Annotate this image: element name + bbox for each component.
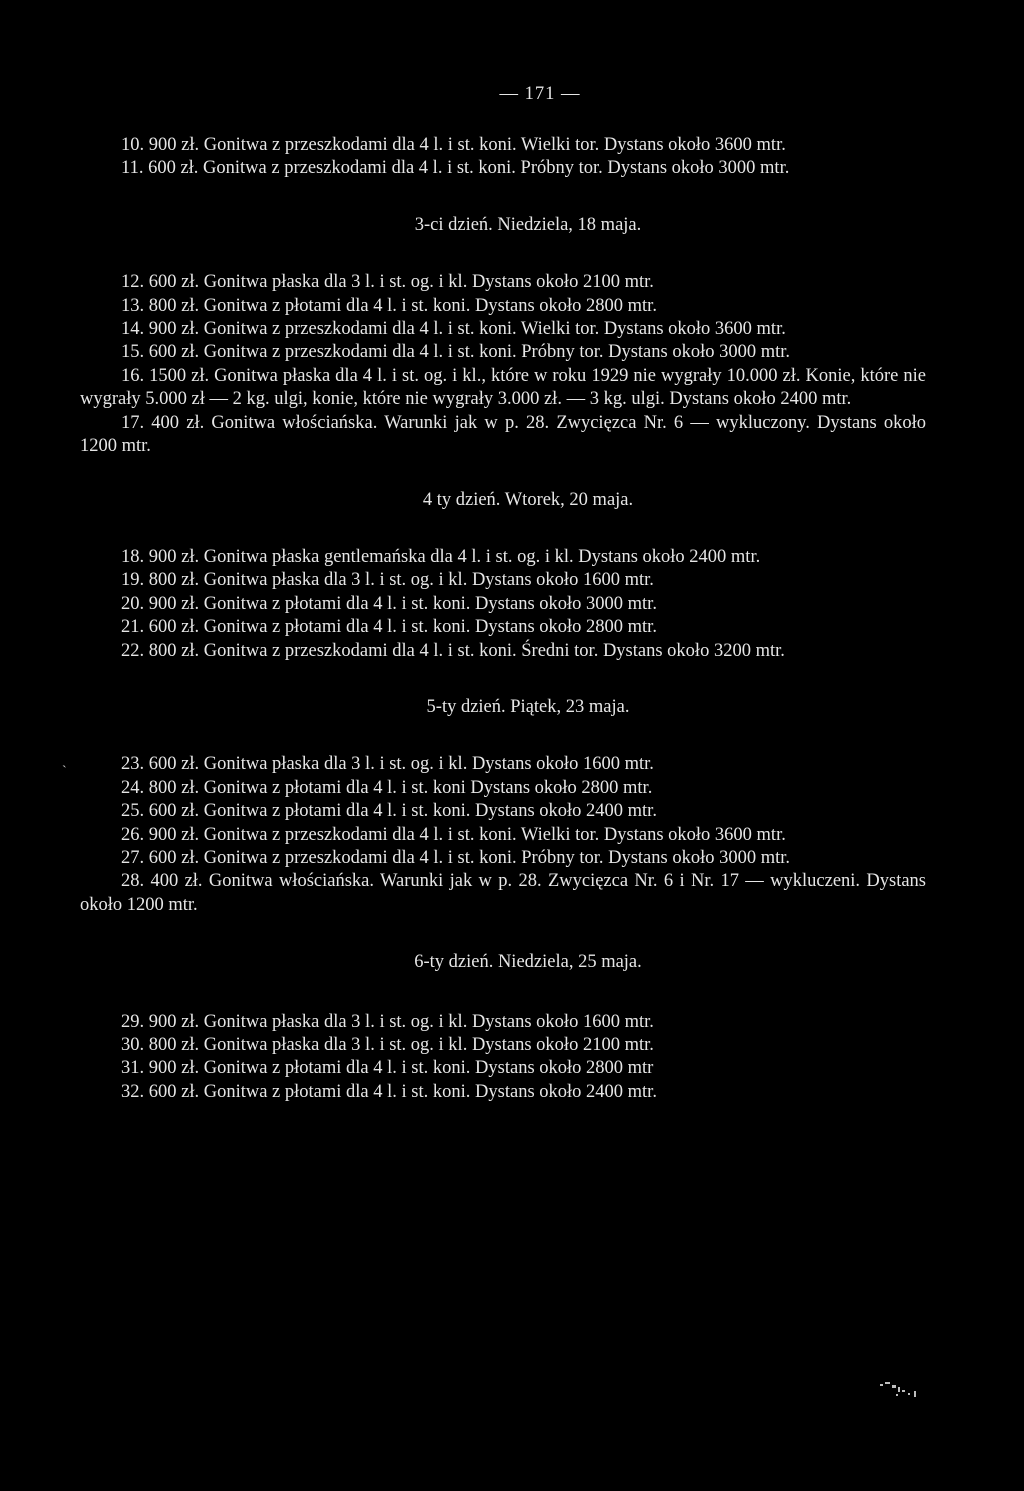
- race-entry: 29. 900 zł. Gonitwa płaska dla 3 l. i st. og. i kl. Dystans około 1600 mtr.: [121, 1011, 654, 1032]
- page-number: — 171 —: [499, 84, 581, 104]
- day-4-heading: 4 ty dzień. Wtorek, 20 maja.: [422, 490, 634, 511]
- day-3-races: [80, 271, 926, 458]
- race-entry: 14. 900 zł. Gonitwa z przeszkodami dla 4 l. i st. koni. Wielki tor. Dystans około 3600 mtr.: [121, 319, 786, 340]
- race-entry: 22. 800 zł. Gonitwa z przeszkodami dla 4 l. i st. koni. Średni tor. Dystans około 3200 mtr.: [121, 640, 785, 661]
- race-entry: 12. 600 zł. Gonitwa płaska dla 3 l. i st. og. i kl. Dystans około 2100 mtr.: [121, 272, 654, 293]
- race-entry: 21. 600 zł. Gonitwa z płotami dla 4 l. i st. koni. Dystans około 2800 mtr.: [121, 617, 657, 638]
- race-entry: 31. 900 zł. Gonitwa z płotami dla 4 l. i st. koni. Dystans około 2800 mtr: [121, 1058, 654, 1079]
- race-entry: 32. 600 zł. Gonitwa z płotami dla 4 l. i st. koni. Dystans około 2400 mtr.: [121, 1081, 657, 1102]
- day-2-continuation: [80, 134, 926, 181]
- day-6-heading: 6-ty dzień. Niedziela, 25 maja.: [414, 952, 642, 973]
- race-entry: 13. 800 zł. Gonitwa z płotami dla 4 l. i st. koni. Dystans około 2800 mtr.: [121, 295, 657, 316]
- race-entry: 25. 600 zł. Gonitwa z płotami dla 4 l. i st. koni. Dystans około 2400 mtr.: [121, 801, 657, 822]
- race-entry: 23. 600 zł. Gonitwa płaska dla 3 l. i st. og. i kl. Dystans około 1600 mtr.: [121, 754, 654, 775]
- race-entry: 10. 900 zł. Gonitwa z przeszkodami dla 4 l. i st. koni. Wielki tor. Dystans około 3600 mtr.: [121, 135, 786, 155]
- race-entry: 19. 800 zł. Gonitwa płaska dla 3 l. i st. og. i kl. Dystans około 1600 mtr.: [121, 570, 654, 591]
- scan-noise-mark: [872, 1378, 932, 1404]
- race-entry: 16. 1500 zł. Gonitwa płaska dla 4 l. i st. og. i kl., które w roku 1929 nie wygrały 10.000 zł. Konie, które nie wygrały 5.000 zł — 2 kg. ulgi, konie, które nie wygrały 3.000 zł. — 3 kg. ulgi. Dystans około 2400 mtr.: [80, 365, 926, 410]
- race-entry: 20. 900 zł. Gonitwa z płotami dla 4 l. i st. koni. Dystans około 3000 mtr.: [121, 593, 657, 614]
- race-entry: 17. 400 zł. Gonitwa włościańska. Warunki jak w p. 28. Zwycięzca Nr. 6 — wykluczony. Dystans około 1200 mtr.: [80, 412, 926, 457]
- day-3-heading: 3-ci dzień. Niedziela, 18 maja.: [414, 214, 642, 235]
- day-5-races: [80, 753, 926, 917]
- race-entry: 30. 800 zł. Gonitwa płaska dla 3 l. i st. og. i kl. Dystans około 2100 mtr.: [121, 1034, 654, 1055]
- race-entry: 24. 800 zł. Gonitwa z płotami dla 4 l. i st. koni Dystans około 2800 mtr.: [121, 777, 653, 798]
- day-4-races: [80, 546, 926, 663]
- race-entry: 18. 900 zł. Gonitwa płaska gentlemańska dla 4 l. i st. og. i kl. Dystans około 2400 mtr.: [121, 546, 761, 567]
- race-entry: 27. 600 zł. Gonitwa z przeszkodami dla 4 l. i st. koni. Próbny tor. Dystans około 3000 mtr.: [121, 847, 791, 868]
- race-entry: 26. 900 zł. Gonitwa z przeszkodami dla 4 l. i st. koni. Wielki tor. Dystans około 3600 mtr.: [121, 824, 786, 845]
- race-entry: 11. 600 zł. Gonitwa z przeszkodami dla 4 l. i st. koni. Próbny tor. Dystans około 3000 mtr.: [121, 158, 790, 179]
- day-6-races: [80, 1011, 926, 1105]
- race-program: [80, 134, 926, 1104]
- margin-tick-mark: `: [62, 764, 67, 779]
- race-entry: 15. 600 zł. Gonitwa z przeszkodami dla 4 l. i st. koni. Próbny tor. Dystans około 3000 mtr.: [121, 342, 791, 363]
- day-5-heading: 5-ty dzień. Piątek, 23 maja.: [426, 696, 630, 717]
- race-entry: 28. 400 zł. Gonitwa włościańska. Warunki jak w p. 28. Zwycięzca Nr. 6 i Nr. 17 — wykluczeni. Dystans około 1200 mtr.: [80, 871, 926, 915]
